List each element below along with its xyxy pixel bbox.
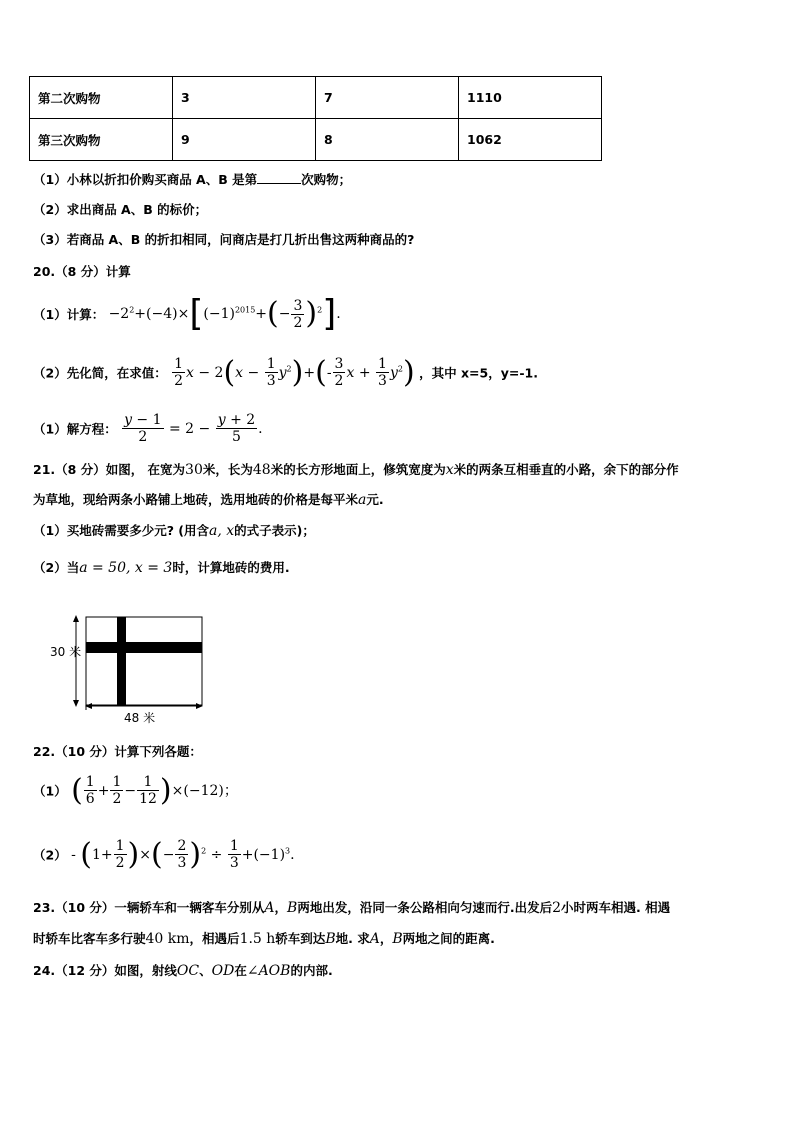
field-rectangle (86, 617, 202, 705)
table-cell: 9 (173, 119, 316, 161)
condition: a = 50, x = 3 (79, 560, 173, 576)
label: （1）计算： (33, 307, 105, 322)
table-cell: 第二次购物 (30, 77, 173, 119)
table-cell: 8 (316, 119, 459, 161)
text: 两地之间的距离. (402, 931, 495, 946)
table-cell: 1062 (459, 119, 602, 161)
text: 元. (366, 492, 384, 507)
angle: ∠AOB (246, 963, 291, 979)
answer-blank (257, 171, 301, 184)
text: 米，长为 (202, 462, 253, 477)
text: 小时两车相遇. 相遇 (561, 900, 671, 915)
variable: B (392, 931, 403, 947)
q23-line1 (33, 898, 670, 916)
horizontal-path (86, 642, 202, 653)
value: 48 (252, 462, 271, 478)
value: 30 (185, 462, 203, 478)
table-cell: 1110 (459, 77, 602, 119)
variable: B (287, 900, 298, 916)
label: （2） (33, 847, 67, 863)
q22-part2 (33, 838, 295, 871)
purchase-table (29, 76, 602, 161)
text: 次购物； (301, 172, 352, 187)
table-cell: 3 (173, 77, 316, 119)
value: 1.5 h (239, 931, 276, 947)
q20-part3 (33, 412, 263, 445)
rectangle-path-figure (44, 610, 214, 725)
expression: $-2^2+(-4)\times[(-1)^{2015}+(-$ $\frac{3}{2}$ )$^2$]. (108, 293, 341, 334)
text: ，其中 x=5，y=-1. (419, 365, 538, 381)
variable: x (445, 462, 454, 478)
q19-part2: （2）求出商品 A、B 的标价； (33, 202, 208, 217)
q19-part3: （3）若商品 A、B 的折扣相同，问商店是打几折出售这两种商品的? (33, 232, 415, 247)
text: ，相遇后 (189, 931, 240, 946)
text: 21.（8 分）如图， 在宽为 (33, 462, 186, 477)
text: 时轿车比客车多行驶 (33, 931, 146, 946)
label: （1）解方程： (33, 421, 117, 437)
text: 、 (199, 963, 212, 978)
q21-part2 (33, 558, 290, 576)
table-row (30, 119, 602, 161)
variable: A (369, 931, 380, 947)
expression: $\frac{1}{2}$ x − 2(x − $\frac{1}{3}$ $y^2)+(-$ $\frac{3}{2}$ x + $\frac{1}{3}$ $y^2$) (174, 354, 415, 390)
value: 40 km (145, 931, 190, 947)
q20-part1 (33, 293, 341, 334)
text: 地. 求 (335, 931, 370, 946)
text: 的式子表示)； (234, 523, 315, 538)
variable: a (358, 492, 367, 508)
text: 为草地，现给两条小路铺上地砖，选用地砖的价格是每平米 (33, 492, 359, 507)
table-cell: 7 (316, 77, 459, 119)
variable: OD (211, 963, 235, 979)
text: （2）当 (33, 560, 80, 575)
text: ， (379, 931, 393, 946)
text: 轿车到达 (275, 931, 326, 946)
table-cell: 第三次购物 (30, 119, 173, 161)
label: （2）先化简，在求值： (33, 365, 167, 381)
q23-line2 (33, 929, 495, 947)
variables: a, x (209, 523, 235, 539)
text: 米的长方形地面上，修筑宽度为 (270, 462, 446, 477)
text: （1）小林以折扣价购买商品 A、B 是第 (33, 172, 258, 187)
text: （1）买地砖需要多少元? (用含 (33, 523, 210, 538)
equation: $\frac{y - 1}{2}$ = 2 − $\frac{y + 2}{5}$ . (124, 412, 263, 445)
q21-part1 (33, 521, 315, 539)
q24-text (33, 961, 333, 979)
text: 在 (234, 963, 247, 978)
q22-part1 (33, 774, 238, 807)
text: 两地出发，沿同一条公路相向匀速而行.出发后 (297, 900, 553, 915)
q19-part1 (33, 170, 351, 188)
expression: - (1+ $\frac{1}{2}$ )×(− $\frac{2}{3}$ )$^2$ ÷ $\frac{1}{3}$ $+(-1)^3$. (71, 836, 295, 872)
label: （1） (33, 783, 67, 799)
width-label: 30 米 (50, 645, 82, 659)
q21-text-line1 (33, 460, 679, 478)
arrow-head-icon (73, 700, 79, 707)
q21-text-line2 (33, 490, 384, 508)
variable: OC (176, 963, 200, 979)
text: 的内部. (290, 963, 333, 978)
q22-heading: 22.（10 分）计算下列各题： (33, 744, 202, 759)
text: ， (274, 900, 288, 915)
q20-part2 (33, 356, 538, 389)
expression: ( $\frac{1}{6}$ + $\frac{1}{2}$ − $\frac{1}{12}$ )×(−12)； (71, 772, 238, 808)
vertical-path (117, 617, 126, 705)
text: 时，计算地砖的费用. (172, 560, 290, 575)
table-row (30, 77, 602, 119)
variable: A (264, 900, 275, 916)
arrow-head-icon (73, 615, 79, 622)
length-label: 48 米 (124, 711, 156, 725)
text: 23.（10 分）一辆轿车和一辆客车分别从 (33, 900, 265, 915)
value: 2 (552, 900, 562, 916)
text: 24.（12 分）如图，射线 (33, 963, 177, 978)
text: 米的两条互相垂直的小路，余下的部分作 (453, 462, 679, 477)
q20-heading: 20.（8 分）计算 (33, 264, 131, 279)
variable: B (325, 931, 336, 947)
